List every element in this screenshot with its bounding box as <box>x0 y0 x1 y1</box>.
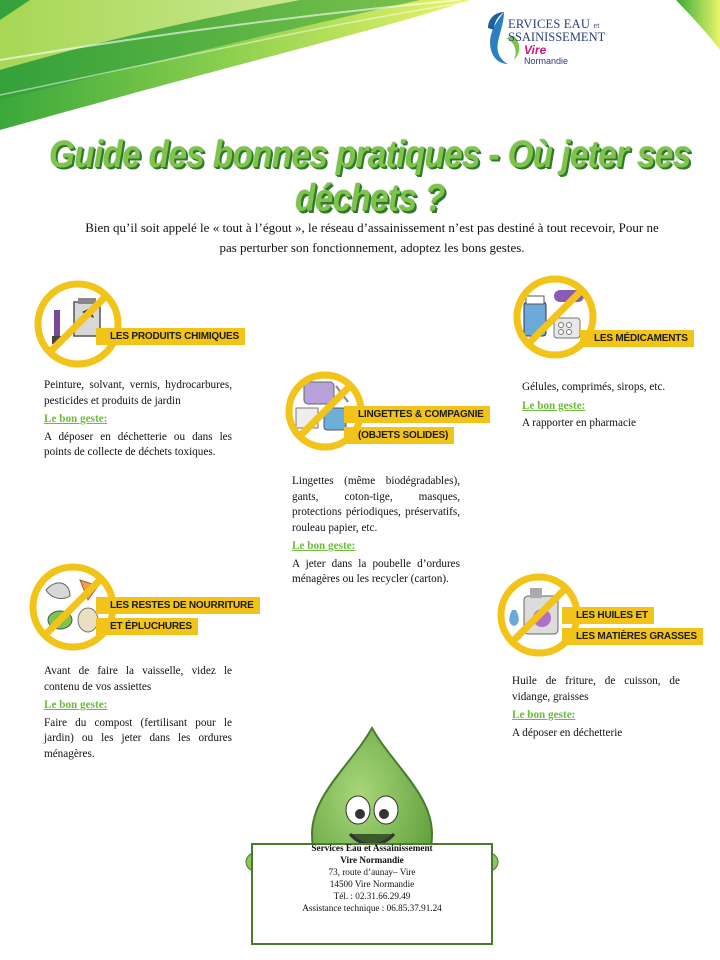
category-desc: Avant de faire la vaisselle, videz le contenu de vos assiettes <box>44 665 232 693</box>
good-gesture-label: Le bon geste: <box>292 540 356 552</box>
category-desc: Gélules, comprimés, sirops, etc. <box>522 381 666 393</box>
medicines-icon <box>510 272 600 362</box>
good-gesture-text: A jeter dans la poubelle d’ordures ménagères ou les recycler (carton). <box>292 557 460 585</box>
category-label-wipes-sub: (OBJETS SOLIDES) <box>344 427 454 444</box>
good-gesture-text: A rapporter en pharmacie <box>522 417 636 429</box>
category-text-chemicals <box>44 378 232 461</box>
contact-sign <box>250 842 494 936</box>
services-eau-logo <box>484 8 624 70</box>
logo-text-line1: ERVICES EAU et <box>508 17 600 31</box>
category-label-food-sub: ET ÉPLUCHURES <box>96 618 198 635</box>
category-label-wipes: LINGETTES & COMPAGNIE <box>344 406 490 423</box>
logo-text-vire: Vire <box>524 43 547 57</box>
category-label-oils-sub: LES MATIÈRES GRASSES <box>562 628 703 645</box>
good-gesture-text: Faire du compost (fertilisant pour le jardin) ou les jeter dans les ordures ménagères. <box>44 716 232 760</box>
category-label-chemicals: LES PRODUITS CHIMIQUES <box>96 328 245 345</box>
category-desc: Peinture, solvant, vernis, hydrocarbures, pesticides et produits de jardin <box>44 379 232 407</box>
contact-city: Vire Normandie <box>340 855 404 865</box>
contact-assistance: Assistance technique : 06.85.37.91.24 <box>302 903 442 913</box>
contact-name: Services Eau et Assainissement <box>311 843 433 853</box>
good-gesture-text: A déposer en déchetterie <box>512 726 623 739</box>
contact-phone: Tél. : 02.31.66.29.49 <box>333 891 411 901</box>
logo-text-line2: SSAINISSEMENT <box>508 30 606 44</box>
good-gesture-text: A déposer en déchetterie ou dans les points de collecte de déchets toxiques. <box>44 430 232 458</box>
category-label-medicines: LES MÉDICAMENTS <box>580 330 694 347</box>
good-gesture-label: Le bon geste: <box>522 399 586 412</box>
category-desc: Huile de friture, de cuisson, de vidange, graisses <box>512 675 680 703</box>
contact-postcode: 14500 Vire Normandie <box>329 879 415 889</box>
intro-paragraph: Bien qu’il soit appelé le « tout à l’égout », le réseau d’assainissement n’est pas destiné à tout recevoir, Pour ne pas perturber son fonctionnement, adoptez les bons gestes. <box>85 220 659 255</box>
category-text-wipes <box>292 474 460 588</box>
chemical-products-icon <box>30 276 126 372</box>
good-gesture-label: Le bon geste: <box>44 699 108 711</box>
good-gesture-label: Le bon geste: <box>44 413 108 425</box>
logo-text-normandie: Normandie <box>524 56 569 66</box>
category-text-oils <box>512 674 680 741</box>
category-text-medicines <box>522 380 680 432</box>
page-title: Guide des bonnes pratiques - Où jeter ses déchets ? <box>49 132 691 219</box>
good-gesture-label: Le bon geste: <box>512 709 576 721</box>
category-desc: Lingettes (même biodégradables), gants, coton-tige, masques, protections périodiques, préservatifs, rouleau papier, etc. <box>292 475 460 534</box>
category-text-food <box>44 664 232 762</box>
category-label-oils: LES HUILES ET <box>562 607 654 624</box>
category-label-food: LES RESTES DE NOURRITURE <box>96 597 260 614</box>
contact-address: 73, route d’aunay– Vire <box>328 867 416 877</box>
